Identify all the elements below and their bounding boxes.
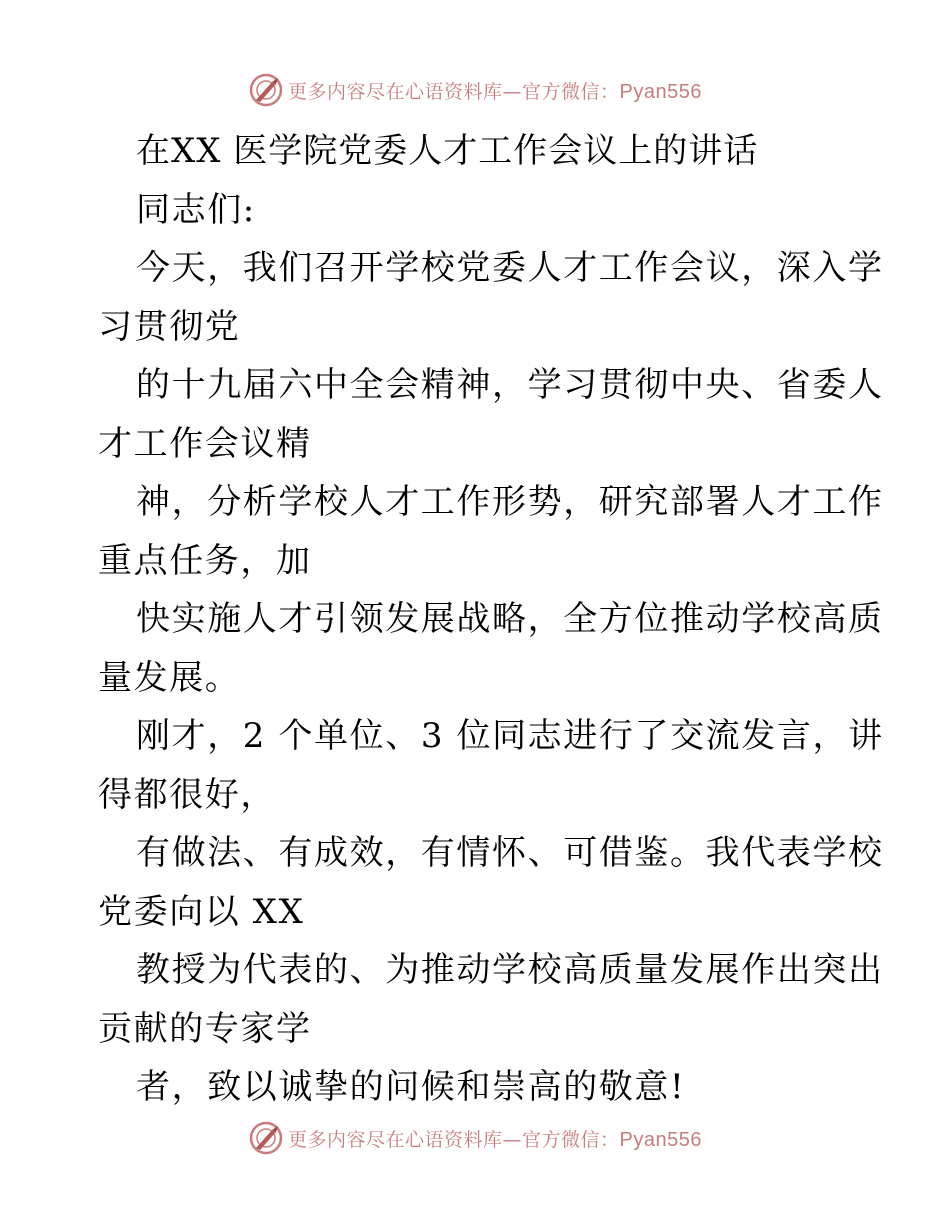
paragraph-line: 才工作会议精 [98,423,312,464]
header-watermark-banner [0,70,950,110]
pen-circle-logo-icon [248,1120,284,1156]
paragraph-line: 量发展。 [98,657,241,698]
watermark-text: 更多内容尽在心语资料库—官方微信：Pyan556 [288,1128,702,1151]
watermark-text: 更多内容尽在心语资料库—官方微信：Pyan556 [288,80,702,103]
footer-watermark-banner [0,1118,950,1158]
document-body [98,122,884,1117]
paragraph-line: 重点任务，加 [98,540,312,581]
paragraph-line: 者，致以诚挚的问候和崇高的敬意! [136,1067,686,1107]
wechat-id: Pyan556 [619,80,702,103]
paragraph-line: 神，分析学校人才工作形势，研究部署人才工作 [136,482,884,522]
paragraph-line: 刚才，2 个单位、3 位同志进行了交流发言，讲 [136,716,884,756]
paragraph-line: 今天，我们召开学校党委人才工作会议，深入学 [136,248,884,288]
paragraph-line: 贡献的专家学 [98,1008,312,1049]
paragraph-line: 得都很好， [98,774,276,815]
paragraph-line: 党委向以 XX [98,891,305,932]
pen-circle-logo-icon [248,72,284,108]
paragraph-line: 同志们: [136,189,256,230]
paragraph-line: 快实施人才引领发展战略，全方位推动学校高质 [136,599,884,639]
document-title: 在XX 医学院党委人才工作会议上的讲话 [136,131,759,171]
paragraph-line: 教授为代表的、为推动学校高质量发展作出突出 [136,950,884,990]
paragraph-line: 习贯彻党 [98,306,241,347]
wechat-id: Pyan556 [619,1128,702,1151]
paragraph-line: 的十九届六中全会精神，学习贯彻中央、省委人 [136,365,884,405]
paragraph-line: 有做法、有成效，有情怀、可借鉴。我代表学校 [136,833,884,873]
